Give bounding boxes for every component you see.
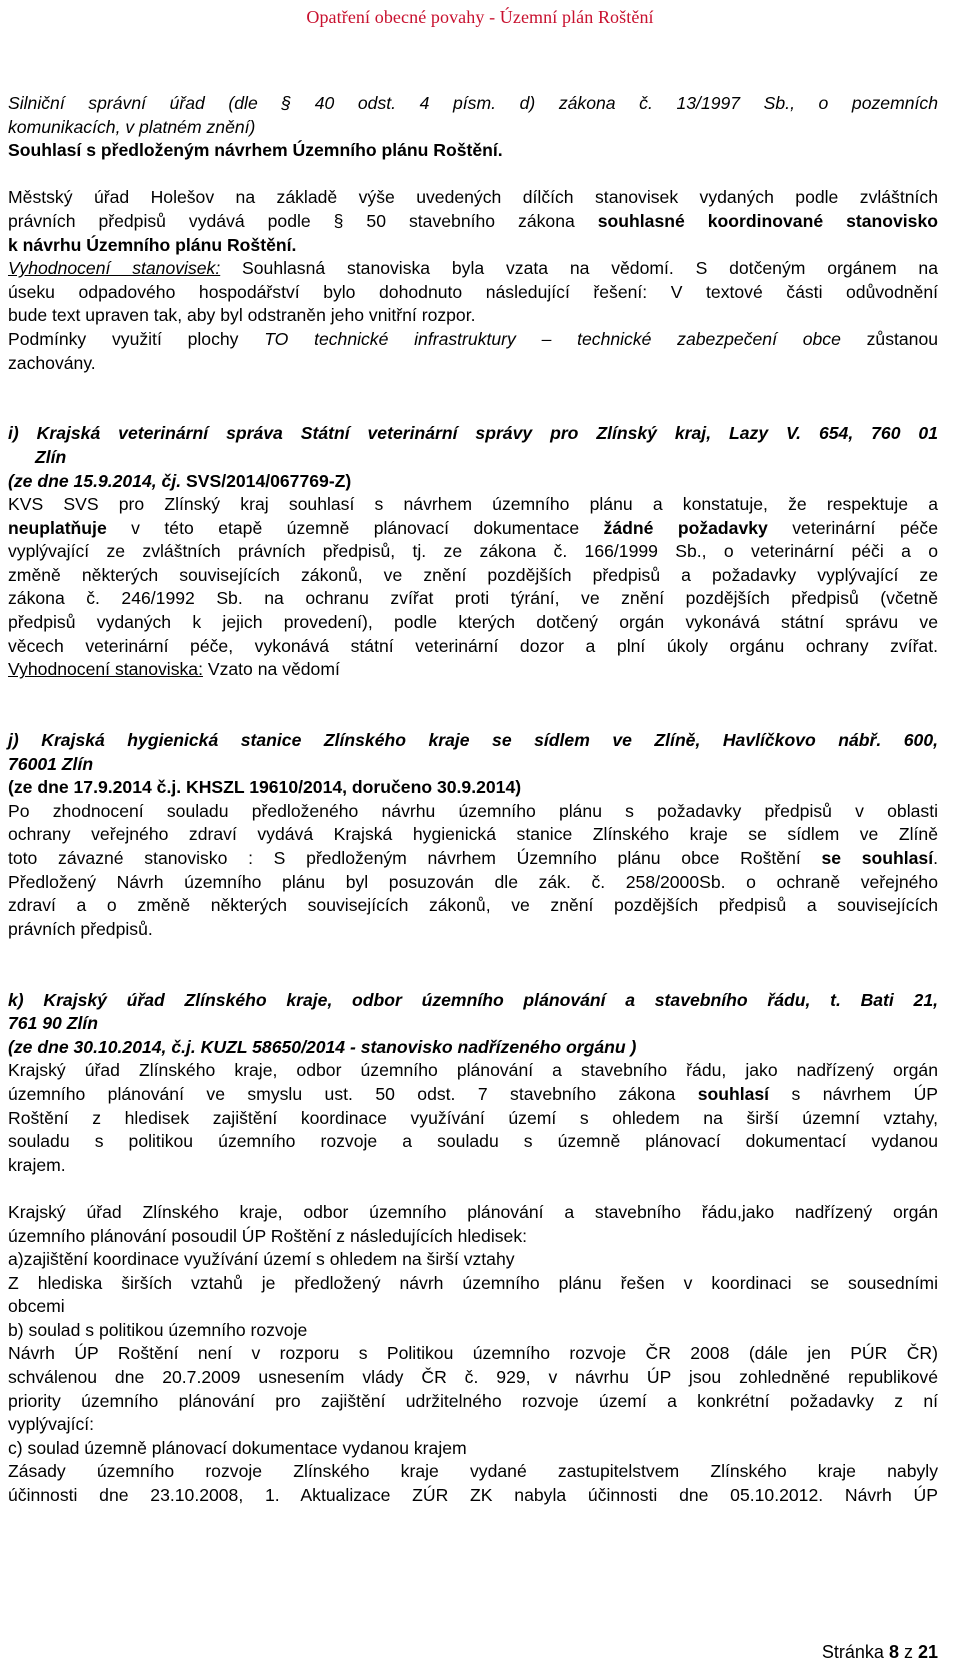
spacer	[8, 682, 938, 729]
spacer	[8, 941, 938, 988]
section-k-assess-line-1: Krajský úřad Zlínského kraje, odbor územního plánování a stavebního řádu,jako nadřízený orgán	[8, 1201, 938, 1222]
mu-line-4	[8, 257, 938, 281]
section-k-assess-line-13: účinnosti dne 23.10.2008, 1. Aktualizace ZÚR ZK nabyla účinnosti dne 05.10.2012. Návrh ÚP	[8, 1485, 938, 1506]
section-k-assess-line-12: Zásady územního rozvoje Zlínského kraje vydané zastupitelstvem Zlínského kraje nabyly	[8, 1461, 938, 1482]
mu-evaluation-label: Vyhodnocení stanovisek:	[8, 258, 221, 279]
section-k-line-1: Krajský úřad Zlínského kraje, odbor územního plánování a stavebního řádu, jako nadřízený orgán	[8, 1060, 938, 1081]
section-i-heading-2: Zlín	[35, 446, 67, 467]
mu-line-1: Městský úřad Holešov na základě výše uvedených dílčích stanovisek vydaných podle zvláštních	[8, 187, 938, 208]
section-j-heading-1: j) Krajská hygienická stanice Zlínského kraje se sídlem ve Zlíně, Havlíčkovo nábř. 600,	[8, 730, 938, 751]
section-k-heading-1: k) Krajský úřad Zlínského kraje, odbor územního plánování a stavebního řádu, t. Bati 21,	[8, 989, 938, 1010]
section-j-line-3-text: toto závazné stanovisko : S předloženým návrhem Územního plánu obce Roštění	[8, 848, 822, 868]
section-k-assess-line-9: priority územního plánování pro zajištění udržitelného rozvoje území a konkrétní požadavky z ní	[8, 1390, 938, 1411]
footer-label: Stránka	[821, 1642, 889, 1662]
section-i-line-3: vyplývající ze zvláštních právních předpisů, tj. ze zákona č. 166/1999 Sb., o veterinární péči a o	[8, 541, 938, 562]
section-k-assess-line-8: schválenou dne 20.7.2009 usnesením vlády ČR č. 929, v návrhu ÚP jsou zohledněné republikové	[8, 1367, 938, 1388]
section-i-line-5: zákona č. 246/1992 Sb. na ochranu zvířat proti týrání, ve znění pozdějších předpisů (včetně	[8, 588, 938, 609]
spacer	[8, 375, 938, 422]
section-k-line-2-text: územního plánování ve smyslu ust. 50 odst. 7 stavebního zákona	[8, 1083, 698, 1104]
section-j-line-5: zdraví a o změně některých souvisejících zákonů, ve znění pozdějších předpisů a souvisejících	[8, 895, 938, 916]
section-k-heading-3: (ze dne 30.10.2014, č.j. KUZL 58650/2014 - stanovisko nadřízeného orgánu )	[8, 1036, 637, 1057]
section-k-agrees: souhlasí	[697, 1083, 770, 1104]
mu-line-2	[8, 210, 938, 234]
section-i-date: (ze dne 15.9.2014, čj.	[8, 470, 182, 491]
section-k-assess-line-4: Z hlediska širších vztahů je předložený návrh územního plánu řešen v koordinaci se sousedními	[8, 1272, 938, 1293]
mu-line-6: bude text upraven tak, aby byl odstraněn jeho vnitřní rozpor.	[8, 305, 476, 326]
section-i-not-applied: neuplatňuje	[8, 517, 107, 538]
section-k-assess-line-11: c) soulad územně plánovací dokumentace vydanou krajem	[8, 1437, 467, 1458]
mu-line-7-text: Podmínky využití plochy	[8, 328, 265, 349]
section-i-line-4: změně některých souvisejících zákonů, ve znění pozdějších předpisů a požadavky vyplývající ze	[8, 564, 938, 585]
section-i-evaluation-label: Vyhodnocení stanoviska:	[8, 659, 203, 680]
section-k-assess-line-3: a)zajištění koordinace využívání území s ohledem na širší vztahy	[8, 1249, 515, 1270]
section-i-line-7: věcech veterinární péče, vykonává státní veterinární dozor a plní úkoly orgánu ochrany zvířat.	[8, 635, 938, 656]
spacer	[8, 1177, 938, 1201]
mu-line-3-text: k návrhu Územního plánu Roštění.	[8, 234, 297, 255]
section-i-evaluation-text: Vzato na vědomí	[202, 659, 340, 680]
section-i-line-6: předpisů vydaných k jejich provedení), podle kterých dotčený orgán vykonává státní správu ve	[8, 612, 938, 633]
section-i-veterinary	[8, 422, 938, 682]
road-authority-statement-text: Souhlasí s předloženým návrhem Územního plánu Roštění.	[8, 140, 503, 161]
section-k-assess-line-7: Návrh ÚP Roštění není v rozporu s Politikou územního rozvoje ČR 2008 (dále jen PÚR ČR)	[8, 1343, 938, 1364]
page-footer	[822, 1640, 938, 1664]
section-road-authority	[8, 92, 938, 163]
section-k-assess-line-6: b) soulad s politikou územního rozvoje	[8, 1319, 308, 1340]
section-j-line-4: Předložený Návrh územního plánu byl posuzován dle zák. č. 258/2000Sb. o ochraně veřejného	[8, 871, 938, 892]
section-j-line-2: ochrany veřejného zdraví vydává Krajská hygienická stanice Zlínského kraje se sídlem ve Zlíně	[8, 824, 938, 845]
footer-page-total: 21	[917, 1642, 938, 1662]
mu-line-7	[8, 328, 938, 352]
section-i-line-8	[8, 658, 938, 682]
footer-page-number: 8	[888, 1642, 899, 1662]
section-i-heading-3	[8, 470, 938, 494]
mu-line-7-end: zůstanou	[840, 328, 939, 349]
spacer	[8, 163, 938, 187]
section-k-line-5: krajem.	[8, 1154, 66, 1175]
section-j-line-3-end: .	[933, 848, 938, 868]
section-k-line-4: souladu s politikou územního rozvoje a souladu s územně plánovací dokumentací vydanou	[8, 1131, 938, 1152]
mu-coordinated-opinion: souhlasné koordinované stanovisko	[597, 210, 938, 231]
section-k-line-3: Roštění z hledisek zajištění koordinace využívání území s ohledem na širší územní vztahy,	[8, 1107, 938, 1128]
section-k-assess-line-2: územního plánování posoudil ÚP Roštění z následujících hledisek:	[8, 1225, 528, 1246]
section-j-hygiene	[8, 729, 938, 941]
section-j-heading-3: (ze dne 17.9.2014 č.j. KHSZL 19610/2014, doručeno 30.9.2014)	[8, 777, 522, 798]
section-k-line-2	[8, 1083, 938, 1107]
section-i-no-requirements: žádné požadavky	[603, 517, 768, 538]
section-i-line-2-end: veterinární péče	[767, 517, 938, 538]
mu-line-5: úseku odpadového hospodářství bylo dohodnuto následující řešení: V textové části odůvodnění	[8, 281, 938, 302]
document-body	[8, 92, 938, 1508]
section-j-line-3	[8, 847, 938, 871]
section-j-agrees: se souhlasí	[821, 848, 934, 868]
section-k-heading-2: 761 90 Zlín	[8, 1013, 98, 1034]
section-i-line-2-text: v této etapě územně plánovací dokumentace	[106, 517, 604, 538]
section-i-line-2	[8, 517, 938, 541]
section-k-assess-line-10: vyplývající:	[8, 1414, 95, 1435]
road-authority-line-1: Silniční správní úřad (dle § 40 odst. 4 písm. d) zákona č. 13/1997 Sb., o pozemních	[8, 93, 938, 113]
section-municipal-office	[8, 186, 938, 375]
section-i-ref: SVS/2014/067769-Z)	[181, 470, 352, 491]
mu-area-name: TO technické infrastruktury – technické zabezpečení obce	[264, 328, 841, 349]
footer-separator: z	[898, 1642, 918, 1662]
section-k-assess-line-5: obcemi	[8, 1296, 65, 1317]
section-k-regional-office	[8, 989, 938, 1508]
section-j-line-1: Po zhodnocení souladu předloženého návrhu územního plánu s požadavky předpisů v oblasti	[8, 800, 938, 821]
page-header: Opatření obecné povahy - Územní plán Roštění	[306, 7, 654, 27]
mu-line-4-text: Souhlasná stanoviska byla vzata na vědomí. S dotčeným orgánem na	[220, 258, 939, 279]
road-authority-statement	[8, 139, 938, 163]
mu-line-3	[8, 234, 938, 258]
road-authority-line-2: komunikacích, v platném znění)	[8, 116, 256, 137]
section-j-heading-2: 76001 Zlín	[8, 753, 94, 774]
section-i-heading-1: i) Krajská veterinární správa Státní veterinární správy pro Zlínský kraj, Lazy V. 654, 760 01	[8, 423, 938, 444]
mu-line-8: zachovány.	[8, 352, 96, 373]
mu-line-2-text: právních předpisů vydává podle § 50 stavebního zákona	[8, 210, 598, 231]
section-k-line-2-end: s návrhem ÚP	[769, 1083, 939, 1104]
section-j-line-6: právních předpisů.	[8, 918, 153, 939]
section-i-line-1: KVS SVS pro Zlínský kraj souhlasí s návrhem územního plánu a konstatuje, že respektuje a	[8, 494, 938, 515]
